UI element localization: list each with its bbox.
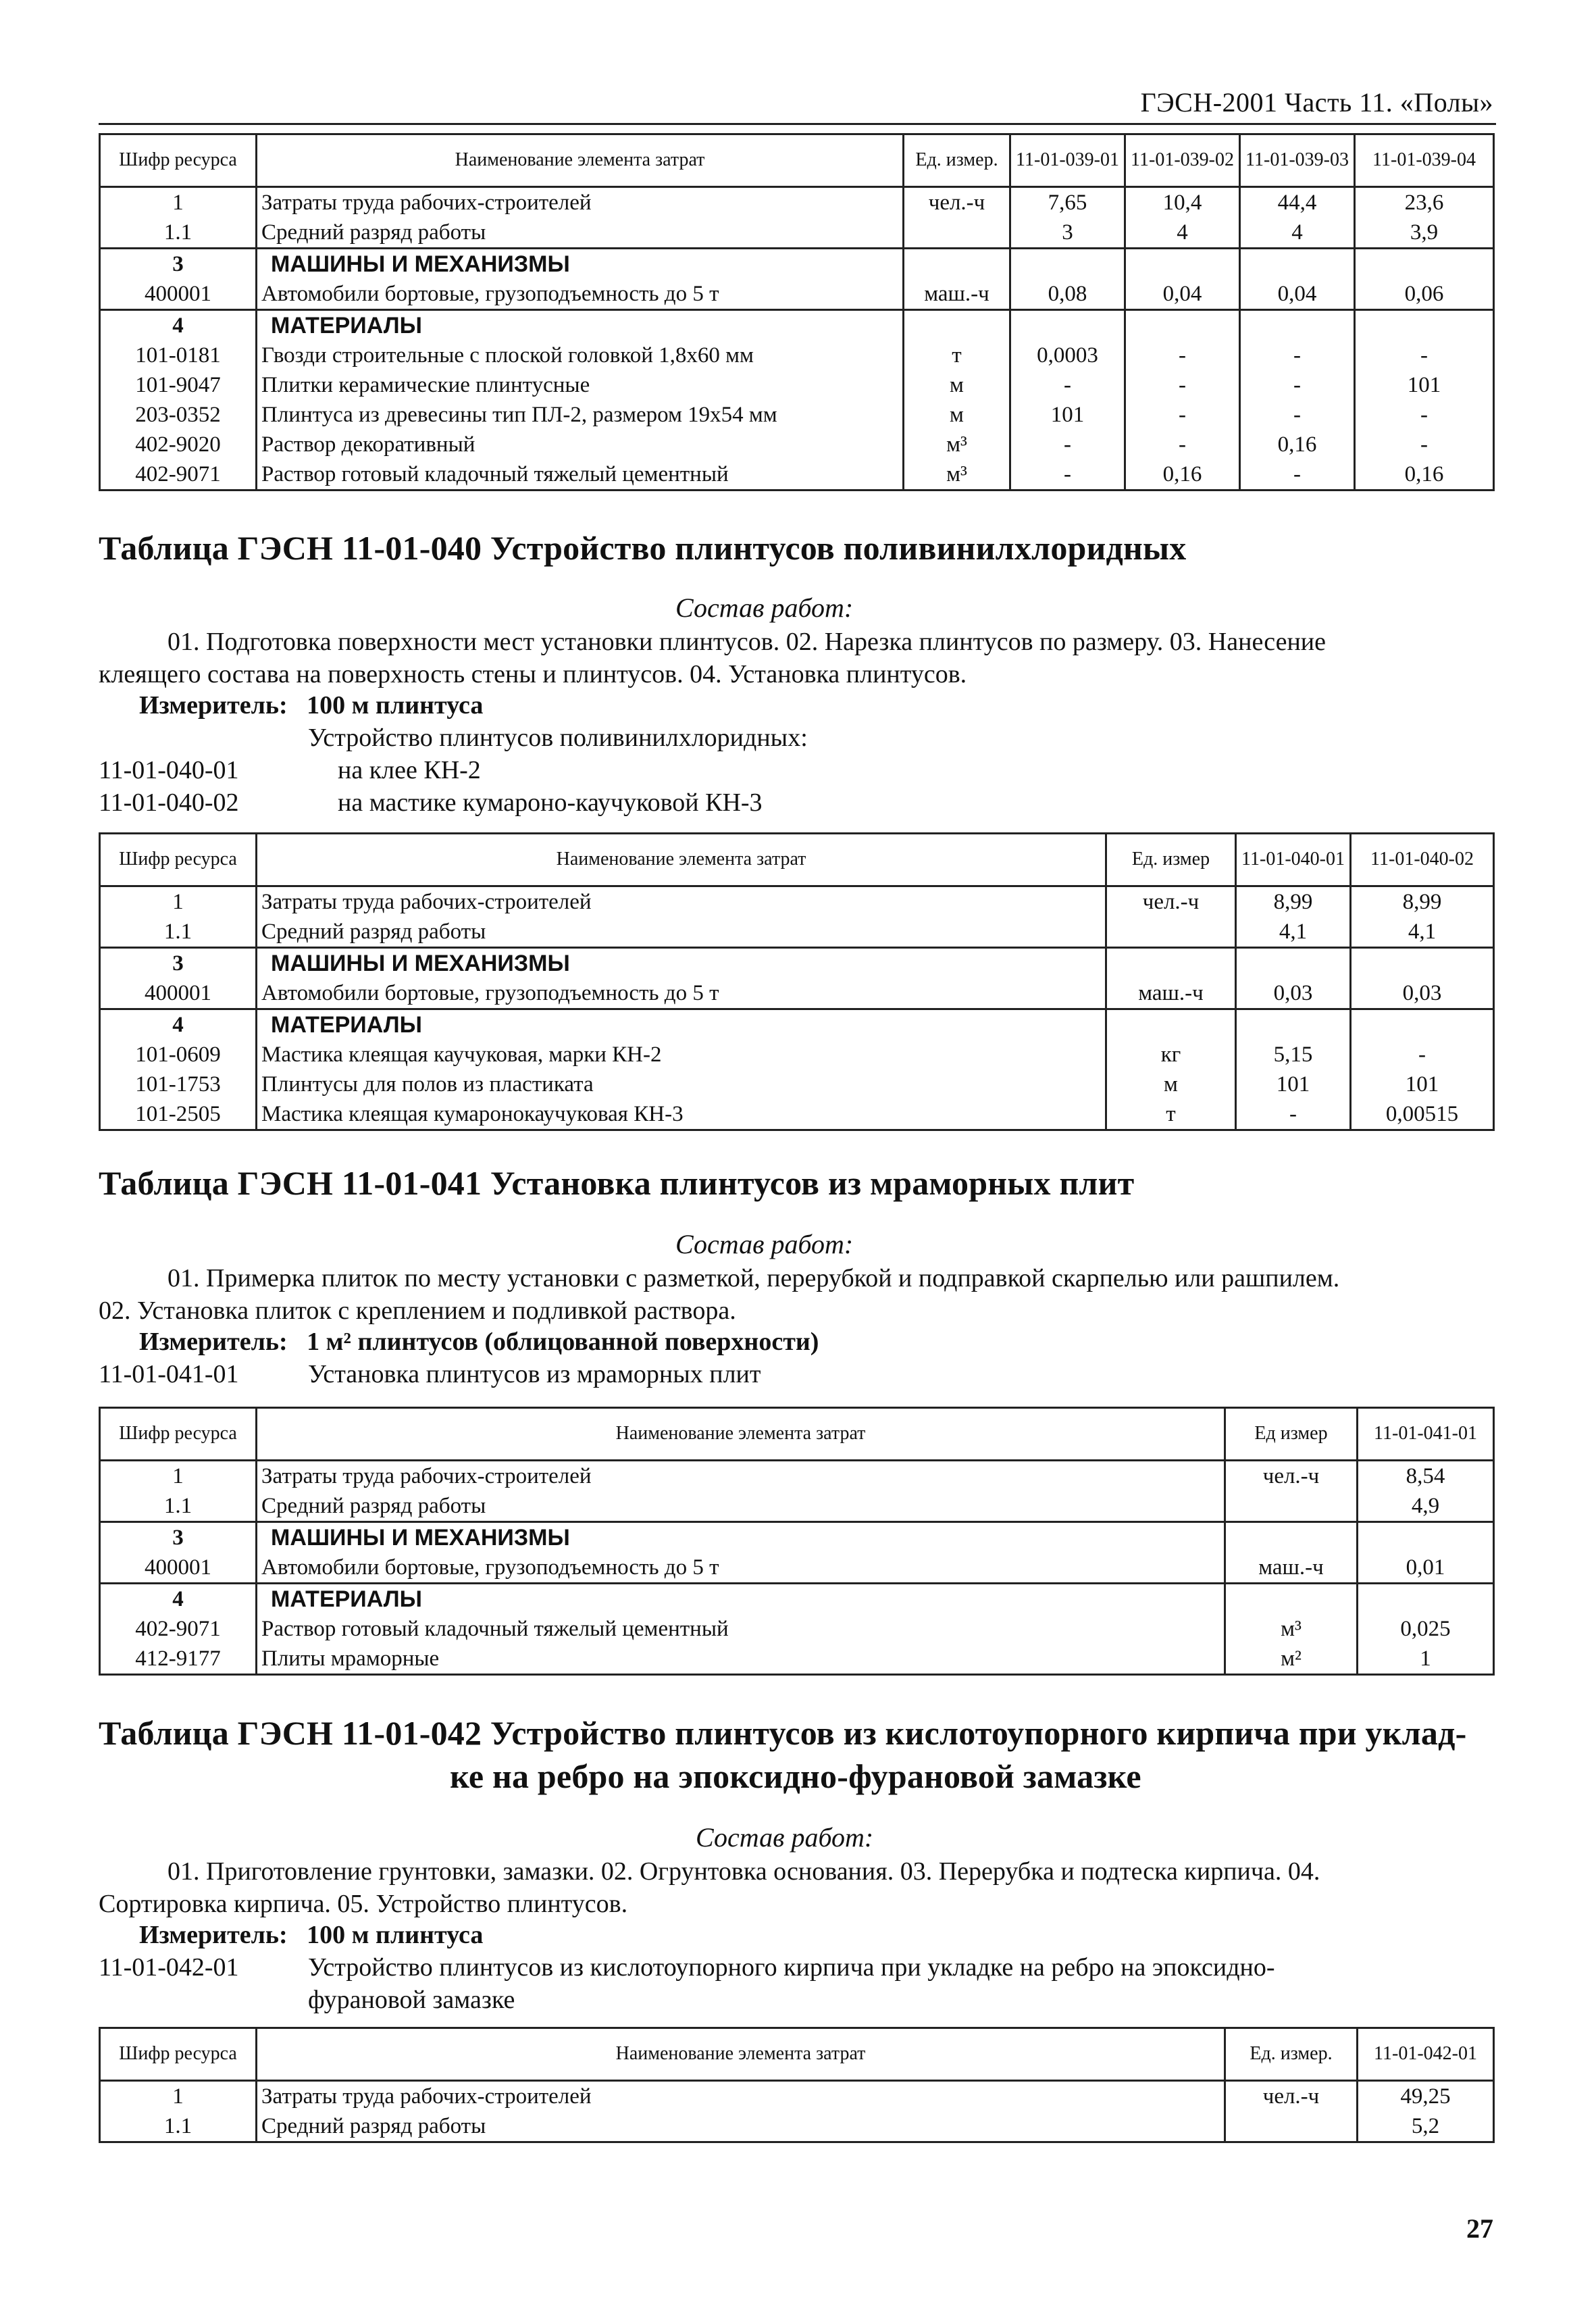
header-rule bbox=[99, 123, 1496, 125]
cell-value: 0,00515 bbox=[1351, 1099, 1494, 1130]
cell-value bbox=[1240, 249, 1355, 280]
cell-unit bbox=[1225, 2111, 1358, 2142]
measure-label: Измеритель: bbox=[139, 691, 288, 720]
cell-value: 1 bbox=[1358, 1644, 1494, 1675]
table-row bbox=[100, 370, 1494, 400]
section-title-040: Таблица ГЭСН 11-01-040 Устройство плинтусов поливинилхлоридных bbox=[99, 529, 1187, 567]
col-header-norm: 11-01-039-02 bbox=[1125, 134, 1240, 187]
col-header-unit: Ед. измер. bbox=[904, 134, 1010, 187]
cell-value: 4,1 bbox=[1351, 917, 1494, 948]
cell-unit: м³ bbox=[1225, 1614, 1358, 1644]
table-row bbox=[100, 1553, 1494, 1584]
work-description-line: 02. Установка плиток с креплением и подливкой раствора. bbox=[99, 1297, 736, 1325]
col-header-unit: Ед измер bbox=[1225, 1408, 1358, 1461]
page-number: 27 bbox=[1466, 2213, 1493, 2244]
table-row bbox=[100, 279, 1494, 310]
cell-value: 0,16 bbox=[1125, 459, 1240, 491]
table-row bbox=[100, 400, 1494, 430]
cell-value: - bbox=[1355, 430, 1494, 459]
cell-value bbox=[1240, 310, 1355, 341]
cell-value bbox=[1351, 1009, 1494, 1040]
cell-value: 7,65 bbox=[1010, 187, 1125, 218]
norm-text: Установка плинтусов из мраморных плит bbox=[308, 1360, 761, 1388]
cell-value bbox=[1125, 249, 1240, 280]
cell-value: 0,08 bbox=[1010, 279, 1125, 310]
cell-unit: чел.-ч bbox=[904, 187, 1010, 218]
cell-value: 0,025 bbox=[1358, 1614, 1494, 1644]
measure-line bbox=[139, 690, 483, 720]
cell-value: 0,04 bbox=[1125, 279, 1240, 310]
table-row bbox=[100, 341, 1494, 370]
cell-code: 3 bbox=[100, 948, 257, 979]
resource-table-040 bbox=[99, 832, 1495, 1131]
table-row bbox=[100, 978, 1494, 1009]
cell-value: - bbox=[1240, 400, 1355, 430]
table-row bbox=[100, 218, 1494, 249]
cell-code: 1 bbox=[100, 886, 257, 917]
cell-value: 5,15 bbox=[1236, 1040, 1351, 1070]
work-description-line: 01. Подготовка поверхности мест установки плинтусов. 02. Нарезка плинтусов по размеру. 03. Нанесение bbox=[168, 628, 1326, 656]
col-header-norm: 11-01-040-02 bbox=[1351, 834, 1494, 886]
col-header-norm: 11-01-041-01 bbox=[1358, 1408, 1494, 1461]
col-header-code: Шифр ресурса bbox=[100, 834, 257, 886]
measure-label: Измеритель: bbox=[139, 1328, 288, 1356]
cell-unit: маш.-ч bbox=[1106, 978, 1236, 1009]
cell-code: 101-1753 bbox=[100, 1070, 257, 1099]
cell-code: 4 bbox=[100, 1584, 257, 1615]
cell-value: - bbox=[1355, 400, 1494, 430]
cell-value: 101 bbox=[1236, 1070, 1351, 1099]
section-heading: МАТЕРИАЛЫ bbox=[257, 1009, 1106, 1040]
cell-value: 8,99 bbox=[1236, 886, 1351, 917]
col-header-norm: 11-01-042-01 bbox=[1358, 2028, 1494, 2081]
cell-value: - bbox=[1010, 430, 1125, 459]
section-heading: МАТЕРИАЛЫ bbox=[257, 1584, 1225, 1615]
norm-code: 11-01-040-02 bbox=[99, 788, 239, 817]
table-row bbox=[100, 917, 1494, 948]
col-header-unit: Ед. измер. bbox=[1225, 2028, 1358, 2081]
cell-value: 8,99 bbox=[1351, 886, 1494, 917]
cell-unit bbox=[1225, 1522, 1358, 1553]
col-header-code: Шифр ресурса bbox=[100, 1408, 257, 1461]
cell-code: 101-9047 bbox=[100, 370, 257, 400]
cell-value: - bbox=[1010, 370, 1125, 400]
cell-code: 400001 bbox=[100, 978, 257, 1009]
cell-unit: м³ bbox=[904, 430, 1010, 459]
col-header-norm: 11-01-039-03 bbox=[1240, 134, 1355, 187]
cell-code: 1 bbox=[100, 187, 257, 218]
measure-line bbox=[139, 1920, 483, 1950]
resource-table-039 bbox=[99, 133, 1495, 491]
cell-code: 400001 bbox=[100, 1553, 257, 1584]
section-row bbox=[100, 1522, 1494, 1553]
cell-unit: т bbox=[904, 341, 1010, 370]
cell-name: Раствор готовый кладочный тяжелый цементный bbox=[257, 459, 904, 491]
cell-value bbox=[1351, 948, 1494, 979]
cell-name: Плинтуса из древесины тип ПЛ-2, размером 19х54 мм bbox=[257, 400, 904, 430]
cell-value: 0,06 bbox=[1355, 279, 1494, 310]
cell-value bbox=[1355, 249, 1494, 280]
cell-value: - bbox=[1240, 341, 1355, 370]
cell-name: Гвозди строительные с плоской головкой 1,8х60 мм bbox=[257, 341, 904, 370]
cell-value: 4,9 bbox=[1358, 1491, 1494, 1522]
cell-value: - bbox=[1125, 430, 1240, 459]
cell-value: 5,2 bbox=[1358, 2111, 1494, 2142]
cell-value: 3,9 bbox=[1355, 218, 1494, 249]
col-header-code: Шифр ресурса bbox=[100, 134, 257, 187]
table-row bbox=[100, 1099, 1494, 1130]
cell-value: - bbox=[1351, 1040, 1494, 1070]
cell-name: Средний разряд работы bbox=[257, 218, 904, 249]
cell-code: 3 bbox=[100, 1522, 257, 1553]
table-row bbox=[100, 1040, 1494, 1070]
section-heading: МАШИНЫ И МЕХАНИЗМЫ bbox=[257, 1522, 1225, 1553]
cell-code: 1.1 bbox=[100, 1491, 257, 1522]
cell-unit: чел.-ч bbox=[1225, 1461, 1358, 1492]
table-row bbox=[100, 1644, 1494, 1675]
cell-value: 4,1 bbox=[1236, 917, 1351, 948]
col-header-code: Шифр ресурса bbox=[100, 2028, 257, 2081]
section-row bbox=[100, 948, 1494, 979]
norm-code: 11-01-041-01 bbox=[99, 1360, 239, 1388]
cell-value bbox=[1236, 1009, 1351, 1040]
cell-name: Мастика клеящая кумаронокаучуковая КН-3 bbox=[257, 1099, 1106, 1130]
work-composition-label: Состав работ: bbox=[696, 1822, 874, 1853]
col-header-norm: 11-01-039-04 bbox=[1355, 134, 1494, 187]
cell-value: 0,16 bbox=[1355, 459, 1494, 491]
col-header-norm: 11-01-039-01 bbox=[1010, 134, 1125, 187]
table-row bbox=[100, 886, 1494, 917]
cell-value: - bbox=[1125, 400, 1240, 430]
norm-text: на мастике кумароно-каучуковой КН-3 bbox=[338, 788, 763, 817]
section-row bbox=[100, 249, 1494, 280]
cell-value bbox=[1236, 948, 1351, 979]
cell-value: 49,25 bbox=[1358, 2081, 1494, 2112]
cell-value: - bbox=[1355, 341, 1494, 370]
col-header-unit: Ед. измер bbox=[1106, 834, 1236, 886]
section-title-042: Таблица ГЭСН 11-01-042 Устройство плинтусов из кислотоупорного кирпича при уклад- bbox=[99, 1714, 1467, 1752]
cell-value: - bbox=[1240, 459, 1355, 491]
cell-name: Затраты труда рабочих-строителей bbox=[257, 2081, 1225, 2112]
cell-code: 1.1 bbox=[100, 218, 257, 249]
section-row bbox=[100, 310, 1494, 341]
norm-text: на клее КН-2 bbox=[338, 756, 481, 784]
section-row bbox=[100, 1584, 1494, 1615]
work-description-line: 01. Приготовление грунтовки, замазки. 02. Огрунтовка основания. 03. Перерубка и подтеска кирпича. 04. bbox=[168, 1857, 1320, 1886]
cell-code: 4 bbox=[100, 1009, 257, 1040]
measure-label: Измеритель: bbox=[139, 1921, 288, 1949]
section-heading: МАШИНЫ И МЕХАНИЗМЫ bbox=[257, 249, 904, 280]
table-row bbox=[100, 1614, 1494, 1644]
cell-unit bbox=[904, 218, 1010, 249]
resource-table-041 bbox=[99, 1407, 1495, 1676]
cell-value: 101 bbox=[1351, 1070, 1494, 1099]
work-composition-label: Состав работ: bbox=[675, 1229, 854, 1259]
cell-value: 101 bbox=[1010, 400, 1125, 430]
cell-name: Автомобили бортовые, грузоподъемность до 5 т bbox=[257, 978, 1106, 1009]
cell-unit bbox=[1106, 917, 1236, 948]
cell-value: 3 bbox=[1010, 218, 1125, 249]
table-row bbox=[100, 2081, 1494, 2112]
cell-code: 4 bbox=[100, 310, 257, 341]
cell-value: 23,6 bbox=[1355, 187, 1494, 218]
table-row bbox=[100, 1491, 1494, 1522]
section-title-041: Таблица ГЭСН 11-01-041 Установка плинтусов из мраморных плит bbox=[99, 1164, 1135, 1202]
col-header-norm: 11-01-040-01 bbox=[1236, 834, 1351, 886]
cell-code: 402-9071 bbox=[100, 459, 257, 491]
cell-name: Средний разряд работы bbox=[257, 2111, 1225, 2142]
cell-unit: м³ bbox=[904, 459, 1010, 491]
cell-value: - bbox=[1125, 370, 1240, 400]
cell-value: 0,0003 bbox=[1010, 341, 1125, 370]
cell-unit bbox=[1225, 1491, 1358, 1522]
cell-value bbox=[1358, 1584, 1494, 1615]
cell-unit: чел.-ч bbox=[1225, 2081, 1358, 2112]
cell-name: Автомобили бортовые, грузоподъемность до 5 т bbox=[257, 1553, 1225, 1584]
cell-code: 101-0181 bbox=[100, 341, 257, 370]
cell-code: 1 bbox=[100, 2081, 257, 2112]
table-row bbox=[100, 1461, 1494, 1492]
cell-name: Плитки керамические плинтусные bbox=[257, 370, 904, 400]
cell-name: Средний разряд работы bbox=[257, 917, 1106, 948]
cell-unit bbox=[904, 310, 1010, 341]
norm-code: 11-01-042-01 bbox=[99, 1953, 239, 1982]
cell-unit bbox=[904, 249, 1010, 280]
cell-value bbox=[1010, 310, 1125, 341]
cell-value: - bbox=[1010, 459, 1125, 491]
cell-value bbox=[1358, 1522, 1494, 1553]
cell-code: 402-9020 bbox=[100, 430, 257, 459]
table-row bbox=[100, 430, 1494, 459]
cell-code: 101-2505 bbox=[100, 1099, 257, 1130]
cell-unit: м bbox=[1106, 1070, 1236, 1099]
cell-value: 0,03 bbox=[1236, 978, 1351, 1009]
measure-line bbox=[139, 1327, 819, 1357]
cell-value: 0,01 bbox=[1358, 1553, 1494, 1584]
cell-unit: т bbox=[1106, 1099, 1236, 1130]
measure-value: 100 м плинтуса bbox=[307, 691, 484, 720]
work-description-line: 01. Примерка плиток по месту установки с разметкой, перерубкой и подправкой скарпелью или рашпилем. bbox=[168, 1264, 1340, 1292]
work-composition-label: Состав работ: bbox=[675, 593, 854, 623]
cell-unit: м² bbox=[1225, 1644, 1358, 1675]
table-row bbox=[100, 459, 1494, 491]
col-header-name: Наименование элемента затрат bbox=[257, 2028, 1225, 2081]
col-header-name: Наименование элемента затрат bbox=[257, 134, 904, 187]
cell-value: 0,04 bbox=[1240, 279, 1355, 310]
norm-code: 11-01-040-01 bbox=[99, 756, 239, 784]
norm-subtitle: Устройство плинтусов поливинилхлоридных: bbox=[308, 724, 808, 752]
cell-unit bbox=[1106, 1009, 1236, 1040]
measure-value: 1 м² плинтусов (облицованной поверхности) bbox=[307, 1328, 819, 1356]
cell-value: 101 bbox=[1355, 370, 1494, 400]
cell-unit: м bbox=[904, 370, 1010, 400]
norm-text: Устройство плинтусов из кислотоупорного кирпича при укладке на ребро на эпоксидно- bbox=[308, 1953, 1275, 1982]
cell-name: Средний разряд работы bbox=[257, 1491, 1225, 1522]
resource-table-042 bbox=[99, 2027, 1495, 2143]
cell-value bbox=[1355, 310, 1494, 341]
cell-unit: чел.-ч bbox=[1106, 886, 1236, 917]
table-row bbox=[100, 2111, 1494, 2142]
table-row bbox=[100, 187, 1494, 218]
cell-name: Затраты труда рабочих-строителей bbox=[257, 187, 904, 218]
cell-name: Раствор декоративный bbox=[257, 430, 904, 459]
cell-value: - bbox=[1240, 370, 1355, 400]
work-description-line: Сортировка кирпича. 05. Устройство плинтусов. bbox=[99, 1890, 628, 1918]
work-description-line: клеящего состава на поверхность стены и плинтусов. 04. Установка плинтусов. bbox=[99, 660, 967, 688]
norm-text-cont: фурановой замазке bbox=[308, 1986, 515, 2014]
cell-code: 101-0609 bbox=[100, 1040, 257, 1070]
cell-value: - bbox=[1236, 1099, 1351, 1130]
cell-code: 1.1 bbox=[100, 2111, 257, 2142]
col-header-name: Наименование элемента затрат bbox=[257, 1408, 1225, 1461]
cell-value: 0,03 bbox=[1351, 978, 1494, 1009]
cell-code: 203-0352 bbox=[100, 400, 257, 430]
cell-value: 4 bbox=[1240, 218, 1355, 249]
cell-value: 4 bbox=[1125, 218, 1240, 249]
cell-name: Мастика клеящая каучуковая, марки КН-2 bbox=[257, 1040, 1106, 1070]
section-heading: МАТЕРИАЛЫ bbox=[257, 310, 904, 341]
cell-name: Затраты труда рабочих-строителей bbox=[257, 1461, 1225, 1492]
cell-value: 8,54 bbox=[1358, 1461, 1494, 1492]
cell-code: 1 bbox=[100, 1461, 257, 1492]
cell-unit bbox=[1225, 1584, 1358, 1615]
cell-unit: кг bbox=[1106, 1040, 1236, 1070]
section-title-042-cont: ке на ребро на эпоксидно-фурановой замазке bbox=[450, 1757, 1141, 1795]
cell-value: - bbox=[1125, 341, 1240, 370]
cell-value: 10,4 bbox=[1125, 187, 1240, 218]
cell-code: 400001 bbox=[100, 279, 257, 310]
cell-unit: маш.-ч bbox=[1225, 1553, 1358, 1584]
col-header-name: Наименование элемента затрат bbox=[257, 834, 1106, 886]
cell-value bbox=[1125, 310, 1240, 341]
cell-name: Раствор готовый кладочный тяжелый цементный bbox=[257, 1614, 1225, 1644]
section-heading: МАШИНЫ И МЕХАНИЗМЫ bbox=[257, 948, 1106, 979]
running-header: ГЭСН-2001 Часть 11. «Полы» bbox=[1140, 87, 1493, 118]
cell-code: 3 bbox=[100, 249, 257, 280]
cell-unit: м bbox=[904, 400, 1010, 430]
measure-value: 100 м плинтуса bbox=[307, 1921, 484, 1949]
cell-name: Плинтусы для полов из пластиката bbox=[257, 1070, 1106, 1099]
cell-value bbox=[1010, 249, 1125, 280]
cell-code: 402-9071 bbox=[100, 1614, 257, 1644]
section-row bbox=[100, 1009, 1494, 1040]
cell-unit: маш.-ч bbox=[904, 279, 1010, 310]
cell-name: Плиты мраморные bbox=[257, 1644, 1225, 1675]
cell-name: Затраты труда рабочих-строителей bbox=[257, 886, 1106, 917]
cell-code: 412-9177 bbox=[100, 1644, 257, 1675]
cell-name: Автомобили бортовые, грузоподъемность до 5 т bbox=[257, 279, 904, 310]
cell-unit bbox=[1106, 948, 1236, 979]
table-row bbox=[100, 1070, 1494, 1099]
cell-code: 1.1 bbox=[100, 917, 257, 948]
cell-value: 0,16 bbox=[1240, 430, 1355, 459]
cell-value: 44,4 bbox=[1240, 187, 1355, 218]
